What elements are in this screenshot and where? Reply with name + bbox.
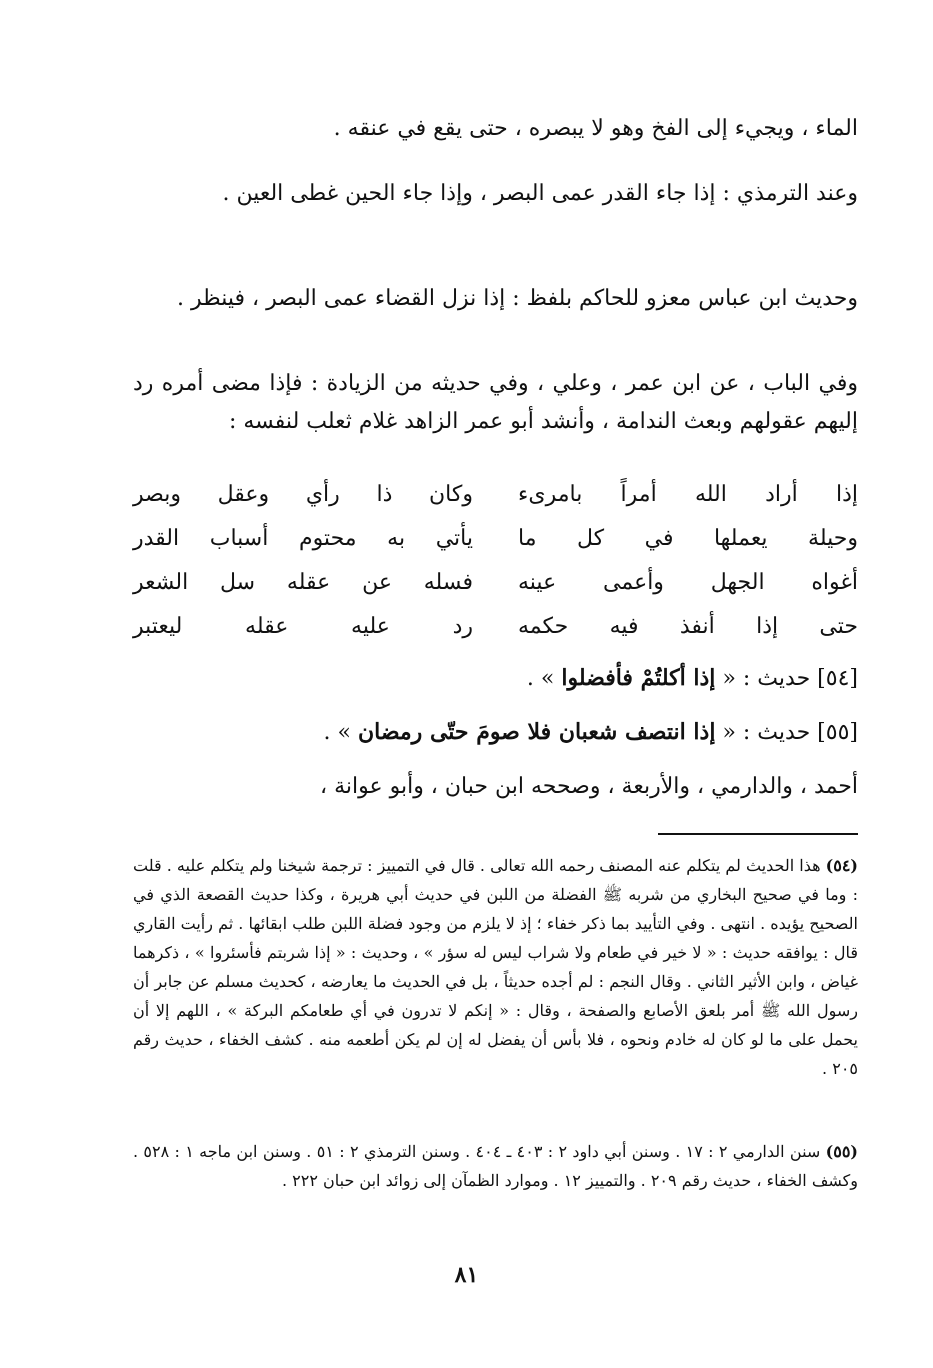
poem (133, 473, 858, 649)
poem-line (133, 561, 858, 605)
poem-hemistich-second: فسله عن عقله سل الشعر (133, 570, 473, 595)
poem-hemistich-first: حتى إذا أنفذ فيه حكمه (518, 614, 858, 639)
footnote-54 (133, 851, 858, 1083)
hadith-prefix: حديث : « (722, 720, 811, 745)
poem-line (133, 473, 858, 517)
paragraph-5: أحمد ، والدارمي ، والأربعة ، وصححه ابن حبان ، وأبو عوانة ، (319, 774, 858, 799)
footnote-55 (133, 1137, 858, 1195)
paragraph-3: وحديث ابن عباس معزو للحاكم بلفظ : إذا نزل القضاء عمى البصر ، فينظر . (177, 286, 858, 311)
poem-hemistich-second: وكان ذا رأي وعقل وبصر (133, 482, 473, 507)
hadith-text: إذا أكلتُمْ فأفضلوا (561, 665, 716, 691)
footnote-divider (658, 833, 858, 835)
page-number: ٨١ (454, 1262, 479, 1288)
poem-hemistich-second: رد عليه عقله ليعتبر (133, 614, 473, 639)
paragraph-2: وعند الترمذي : إذا جاء القدر عمى البصر ، وإذا جاء الحين غطى العين . (222, 181, 858, 206)
hadith-number: [٥٥] (817, 720, 858, 745)
footnote-text: سنن الدارمي ٢ : ١٧ . وسنن أبي داود ٢ : ٤٠٣ ـ ٤٠٤ . وسنن الترمذي ٢ : ٥١ . وسنن ابن ماجه ١ : ٥٢٨ . وكشف الخفاء ، حديث رقم ٢٠٩ . والتمييز ١٢ . وموارد الظمآن إلى زوائد ابن حبان ٢٢٢ . (133, 1142, 858, 1190)
poem-hemistich-second: يأتي به محتوم أسباب القدر (133, 526, 473, 551)
paragraph-1: الماء ، ويجيء إلى الفخ وهو لا يبصره ، حتى يقع في عنقه . (333, 116, 858, 141)
poem-line (133, 605, 858, 649)
poem-hemistich-first: إذا أراد الله أمراً بامرىء (518, 482, 858, 507)
hadith-number: [٥٤] (817, 666, 858, 691)
hadith-55 (133, 712, 858, 753)
hadith-suffix: » . (526, 666, 555, 691)
hadith-suffix: » . (323, 720, 351, 745)
hadith-54 (133, 658, 858, 699)
footnote-number: (٥٥) (825, 1142, 858, 1161)
hadith-prefix: حديث : « (722, 666, 811, 691)
footnote-number: (٥٤) (825, 856, 858, 875)
footnote-text: هذا الحديث لم يتكلم عنه المصنف رحمه الله تعالى . قال في التمييز : ترجمة شيخنا ولم يتكلم عليه . قلت : وما في صحيح البخاري من شربه ﷺ الفضلة من اللبن في حديث أبي هريرة ، وكذا حديث القصعة الذي في الصحيح يؤيده . انتهى . وفي التأييد بما ذكر خفاء ؛ إذ لا يلزم من وجود فضلة اللبن طلب ابقائها . ثم رأيت القاري قال : يوافقه حديث : « لا خير في طعام ولا شراب ليس له سؤر » ، وحديث : « إذا شربتم فأسئروا » ، ذكرهما غياض ، وابن الأثير الثاني . وقال النجم : لم أجده حديثاً ، بل في الحديث ما يعارضه ، كحديث مسلم عن جابر أن رسول الله ﷺ أمر بلعق الأصابع والصفحة ، وقال : « إنكم لا تدرون في أي طعامكم البركة » ، اللهم إلا أن يحمل على ما لو كان له خادم ونحوه ، فلا بأس أن يفضل له إن لم يكن أطعمه منه . كشف الخفاء ، حديث رقم ٢٠٥ . (133, 856, 858, 1078)
paragraph-4: وفي الباب ، عن ابن عمر ، وعلي ، وفي حديثه من الزيادة : فإذا مضى أمره رد إليهم عقولهم وبعث الندامة ، وأنشد أبو عمر الزاهد غلام ثعلب لنفسه : (133, 371, 858, 434)
poem-line (133, 517, 858, 561)
poem-hemistich-first: وحيلة يعملها في كل ما (518, 526, 858, 551)
hadith-text: إذا انتصف شعبان فلا صومَ حتّى رمضان (357, 719, 716, 745)
poem-hemistich-first: أغواه الجهل وأعمى عينه (518, 570, 858, 595)
